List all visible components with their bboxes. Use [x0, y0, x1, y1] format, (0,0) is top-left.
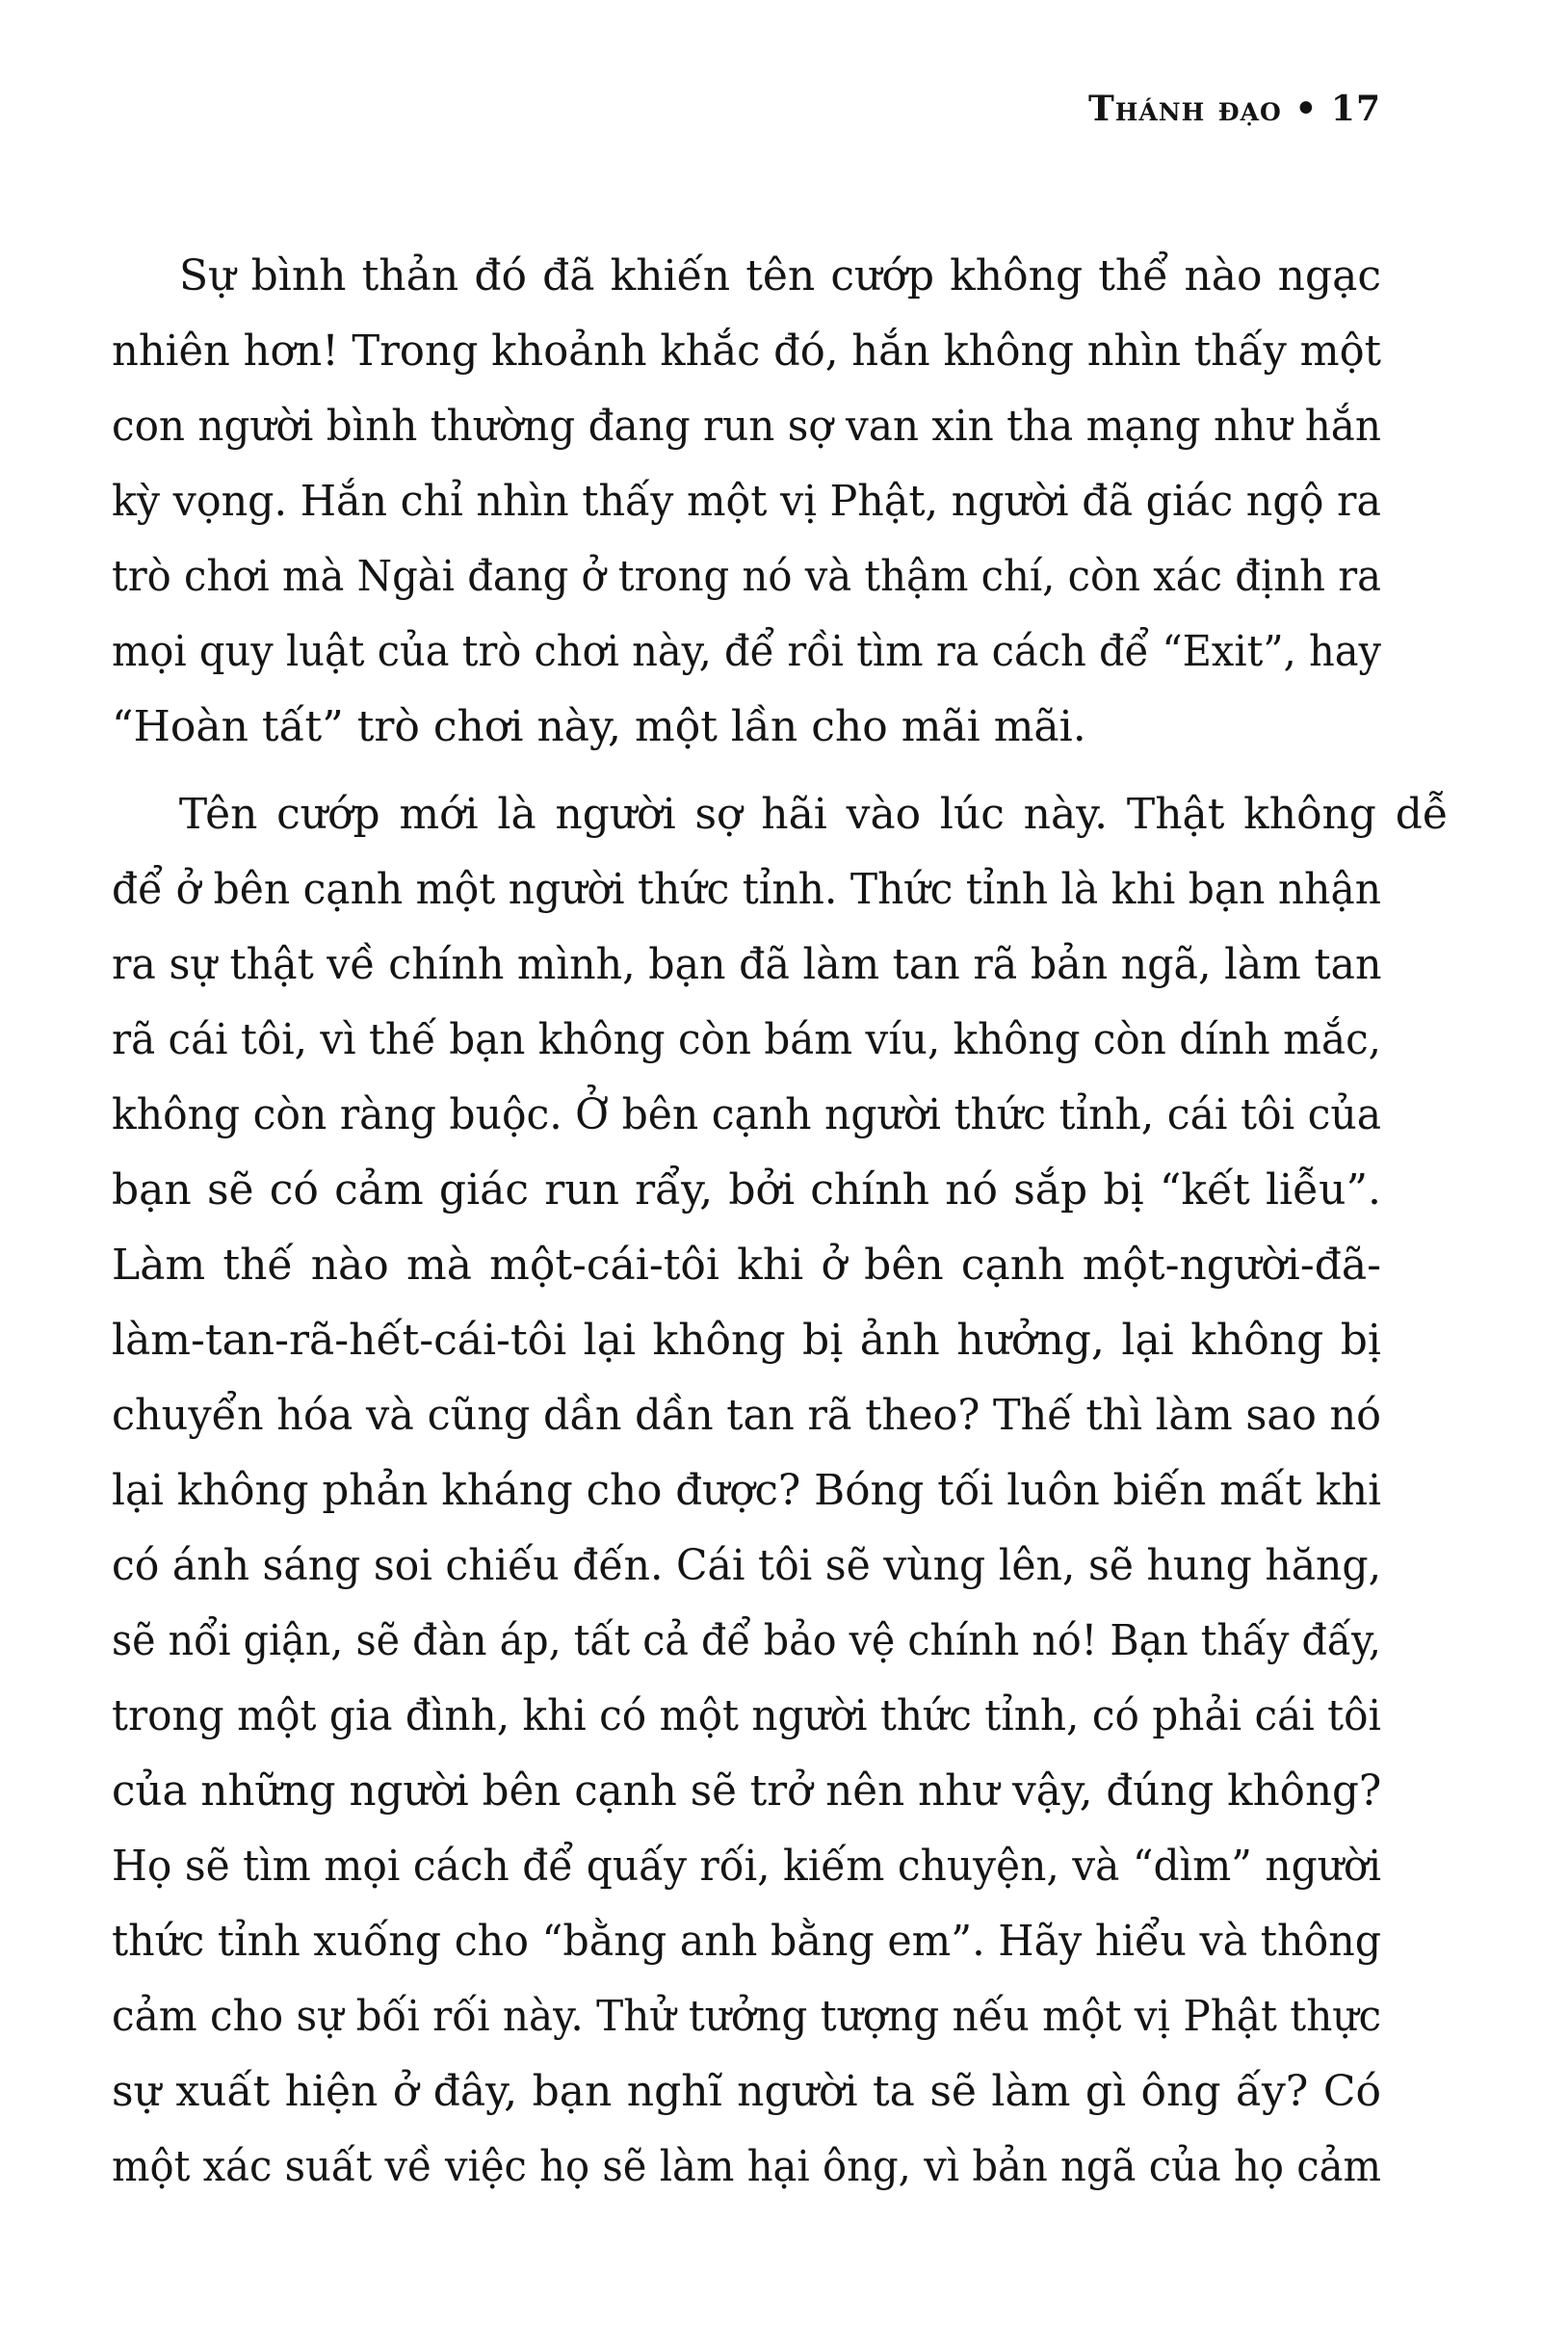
text-line: thức tỉnh xuống cho “bằng anh bằng em”. Hãy hiểu và thông	[112, 1917, 1382, 1966]
text-line: ra sự thật về chính mình, bạn đã làm tan rã bản ngã, làm tan	[112, 940, 1382, 989]
text-line: Làm thế nào mà một-cái-tôi khi ở bên cạnh một-người-đã-	[112, 1241, 1381, 1290]
text-line: bạn sẽ có cảm giác run rẩy, bởi chính nó sắp bị “kết liễu”.	[112, 1165, 1381, 1215]
text-line: một xác suất về việc họ sẽ làm hại ông, vì bản ngã của họ cảm	[112, 2142, 1381, 2191]
text-line: Sự bình thản đó đã khiến tên cướp không thể nào ngạc	[179, 251, 1381, 301]
header-separator: •	[1294, 89, 1319, 129]
text-line: kỳ vọng. Hắn chỉ nhìn thấy một vị Phật, người đã giác ngộ ra	[112, 477, 1381, 526]
text-line: chuyển hóa và cũng dần dần tan rã theo? Thế thì làm sao nó	[112, 1391, 1381, 1440]
text-line: làm-tan-rã-hết-cái-tôi lại không bị ảnh hưởng, lại không bị	[112, 1316, 1381, 1365]
text-line: con người bình thường đang run sợ van xin tha mạng như hắn	[112, 402, 1381, 451]
text-line: Tên cướp mới là người sợ hãi vào lúc này. Thật không dễ	[178, 790, 1449, 839]
text-line: không còn ràng buộc. Ở bên cạnh người thức tỉnh, cái tôi của	[112, 1090, 1382, 1139]
page-number: 17	[1330, 89, 1381, 129]
text-line: mọi quy luật của trò chơi này, để rồi tìm ra cách để “Exit”, hay	[112, 627, 1381, 676]
text-line: Họ sẽ tìm mọi cách để quấy rối, kiếm chuyện, và “dìm” người	[112, 1842, 1382, 1891]
text-line: cảm cho sự bối rối này. Thử tưởng tượng nếu một vị Phật thực	[112, 1992, 1382, 2041]
text-line: nhiên hơn! Trong khoảnh khắc đó, hắn không nhìn thấy một	[112, 327, 1381, 376]
text-line: sẽ nổi giận, sẽ đàn áp, tất cả để bảo vệ chính nó! Bạn thấy đấy,	[112, 1616, 1381, 1665]
text-line: sự xuất hiện ở đây, bạn nghĩ người ta sẽ làm gì ông ấy? Có	[112, 2067, 1381, 2116]
paragraph	[112, 239, 1381, 765]
text-line: của những người bên cạnh sẽ trở nên như vậy, đúng không?	[112, 1766, 1382, 1816]
chapter-title: Thánh đạo	[1087, 89, 1282, 129]
running-header	[1088, 89, 1381, 129]
text-line: trong một gia đình, khi có một người thức tỉnh, có phải cái tôi	[112, 1691, 1381, 1740]
paragraph	[112, 777, 1449, 2205]
page-body	[112, 239, 1449, 2205]
text-line: để ở bên cạnh một người thức tỉnh. Thức tỉnh là khi bạn nhận	[112, 865, 1381, 914]
text-line: lại không phản kháng cho được? Bóng tối luôn biến mất khi	[112, 1466, 1382, 1515]
text-line: có ánh sáng soi chiếu đến. Cái tôi sẽ vùng lên, sẽ hung hăng,	[112, 1541, 1382, 1590]
text-line: rã cái tôi, vì thế bạn không còn bám víu, không còn dính mắc,	[112, 1015, 1381, 1064]
text-line: “Hoàn tất” trò chơi này, một lần cho mãi mãi.	[112, 702, 1086, 751]
text-line: trò chơi mà Ngài đang ở trong nó và thậm chí, còn xác định ra	[112, 552, 1381, 601]
